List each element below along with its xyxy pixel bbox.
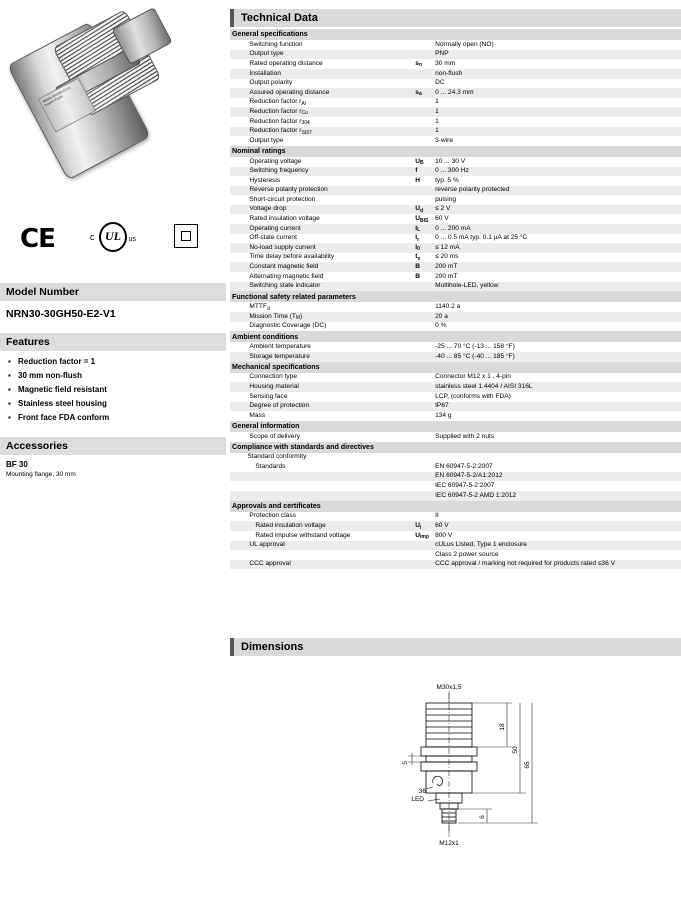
table-row [230,59,681,69]
table-row [230,531,681,541]
spec-indent [230,531,241,541]
table-row [230,512,681,522]
spec-symbol [413,282,433,292]
table-row [230,234,681,244]
spec-value: 1 [433,107,681,117]
spec-indent [230,282,241,292]
spec-symbol: $U_i$ [413,521,433,531]
spec-label: Installation [241,69,413,79]
spec-value: DC [435,79,445,87]
list-item: ▪ Stainless steel housing [6,397,220,411]
spec-symbol: $U_{imp}$ [415,531,429,541]
spec-label: Sensing face [249,392,288,400]
list-item: ▪ Front face FDA conform [6,411,220,425]
spec-label: Switching frequency [241,167,413,177]
spec-symbol: $I_r$ [415,234,420,243]
table-row [230,157,681,167]
spec-label: Output type [249,136,284,144]
spec-value [433,453,681,463]
spec-value: cULus Listed, Type 1 enclosure [433,541,681,551]
spec-value: ≤ 12 mA [433,243,681,253]
accessory-name: BF 30 [6,460,28,469]
spec-symbol: $U_{BIS}$ [415,215,429,224]
spec-indent [230,186,241,196]
table-row [230,243,681,253]
table-row [230,550,681,560]
spec-indent [230,491,241,501]
spec-symbol: $s_n$ [415,59,423,69]
spec-value: 800 V [435,531,453,539]
spec-label: Diagnostic Coverage (DC) [249,322,327,330]
spec-symbol [413,373,433,383]
technical-data-table [230,29,681,569]
spec-indent [230,107,241,117]
spec-group-label: Functional safety related parameters [230,291,681,302]
table-row [230,282,681,292]
spec-value: reverse polarity protected [433,186,681,196]
table-row [230,481,681,491]
spec-indent [230,453,241,463]
table-row [230,322,681,332]
spec-label: Rated operating distance [249,59,323,67]
ul-c-prefix: c [90,232,95,242]
drawing-label-thread-bottom: M12x1 [439,840,459,847]
spec-indent [230,462,241,472]
spec-value: Class 2 power source [435,550,499,558]
spec-indent [230,352,241,362]
table-row [230,411,681,421]
spec-label: Off-state current [249,234,297,242]
table-row [230,186,681,196]
spec-symbol [413,186,433,196]
spec-indent [230,541,241,551]
table-row [230,521,681,531]
spec-value: PNP [433,50,681,60]
spec-label: Short-circuit protection [249,195,316,203]
spec-indent [230,157,241,167]
table-row [230,462,681,472]
spec-group-header [230,291,681,302]
spec-symbol [413,312,433,322]
table-row [230,541,681,551]
spec-value: IEC 60947-5-2:2007 [435,482,495,490]
spec-value: ≤ 2 V [433,205,681,215]
spec-value: 200 mT [435,272,458,280]
spec-value: 134 g [435,411,452,419]
spec-group-header [230,501,681,512]
spec-label: Rated insulation voltage [249,215,320,223]
spec-symbol [413,107,433,117]
table-row [230,402,681,412]
spec-indent [230,472,241,482]
spec-symbol [413,98,433,108]
technical-data-title: Technical Data [230,9,681,27]
spec-symbol: $s_a$ [413,88,433,98]
spec-label: Reverse polarity protection [241,186,413,196]
product-photo [10,8,210,203]
spec-indent [230,195,241,205]
spec-symbol [413,481,433,491]
table-row [230,342,681,352]
table-row [230,352,681,362]
spec-value: 0 ... 24.3 mm [433,88,681,98]
spec-symbol [413,136,433,146]
drawing-label-hex: 36 [418,788,426,795]
spec-value: CCC approval / marking not required for products rated ≤36 V [433,560,681,570]
table-row [230,214,681,224]
drawing-dim-18: 18 [499,723,506,731]
table-row [230,224,681,234]
spec-indent [230,262,241,272]
class-2-double-square-icon [174,224,198,248]
spec-value: II [435,512,439,520]
spec-value: 30 mm [435,59,456,67]
spec-label: Mass [249,411,266,419]
spec-value: 200 mT [433,262,681,272]
spec-value: IP67 [433,402,681,412]
spec-value: 0 % [435,322,447,330]
spec-group-header [230,362,681,373]
spec-indent [230,411,241,421]
dimension-drawing [230,665,681,915]
spec-group-label: Ambient conditions [230,331,681,342]
spec-indent [230,176,241,186]
table-row [230,40,681,50]
left-column [0,0,226,922]
spec-symbol [413,382,433,392]
spec-value: 60 V [433,521,681,531]
spec-value: 20 a [433,312,681,322]
drawing-label-thread-top: M30x1,5 [436,684,462,691]
spec-label: $MTTF_d$ [249,303,270,312]
spec-indent [230,127,241,137]
spec-indent [230,432,241,442]
spec-label: Protection class [249,512,296,520]
spec-symbol: B [413,262,433,272]
spec-label [241,550,413,560]
spec-indent [230,392,241,402]
spec-value: EN 60947-5-2:2007 [435,462,493,470]
spec-label: Standards [255,462,286,470]
spec-value: 3-wire [435,136,454,144]
table-row [230,560,681,570]
spec-label: Rated impulse withstand voltage [255,531,351,539]
features-header: Features [0,333,226,351]
table-row [230,98,681,108]
spec-symbol: $I_L$ [413,224,433,234]
spec-symbol [413,472,433,482]
spec-indent [230,243,241,253]
spec-indent [230,88,241,98]
spec-value: 0 ... 300 Hz [433,167,681,177]
table-row [230,432,681,442]
spec-value: Connector M12 x 1 , 4-pin [435,373,511,381]
spec-symbol [413,322,433,332]
spec-symbol: f [413,167,433,177]
spec-label: Storage temperature [241,352,413,362]
spec-group-label: Approvals and certificates [230,501,681,512]
spec-group-header [230,146,681,157]
spec-value: 60 V [435,215,449,223]
table-row [230,127,681,137]
accessory-description: Mounting flange, 30 mm [6,471,76,478]
spec-symbol: $U_B$ [415,157,424,166]
spec-value: non-flush [433,69,681,79]
spec-group-header [230,331,681,342]
spec-label: Reduction factor $r_{304}$ [249,117,310,127]
spec-label: Switching state indicator [241,282,413,292]
spec-symbol [413,560,433,570]
spec-group-header [230,421,681,432]
spec-symbol [413,195,433,205]
spec-value: typ. 5 % [435,176,459,184]
table-row [230,392,681,402]
spec-group-label: General specifications [230,29,681,40]
spec-label [241,491,413,501]
spec-value: 1 [433,127,681,137]
spec-symbol [413,342,433,352]
table-row [230,262,681,272]
spec-label: Output type [241,50,413,60]
table-row [230,50,681,60]
spec-label: Housing material [241,382,413,392]
spec-label: Connection type [249,373,298,381]
spec-value: LCP, (conforms with FDA) [435,392,511,400]
spec-indent [230,59,241,69]
spec-indent [230,167,241,177]
drawing-dim-50: 50 [512,746,519,754]
table-row [230,491,681,501]
spec-label: No-load supply current [241,243,413,253]
spec-group-label: Mechanical specifications [230,362,681,373]
class-2-inner-square [181,231,191,241]
spec-label: Time delay before availability [249,253,335,261]
spec-value: IEC 60947-5-2 AMD 1:2012 [433,491,681,501]
table-row [230,312,681,322]
spec-indent [230,205,241,215]
spec-value: -40 ... 85 °C (-40 ... 185 °F) [433,352,681,362]
spec-indent [230,69,241,79]
spec-label: Rated insulation voltage [241,521,413,531]
table-row [230,167,681,177]
drawing-dim-5: 5 [402,761,409,765]
ce-mark-icon: CE [20,224,55,254]
spec-symbol [413,550,433,560]
spec-value: pulsing [435,195,456,203]
spec-group-header [230,29,681,40]
spec-label: Operating current [241,224,413,234]
spec-symbol [413,50,433,60]
spec-indent [230,234,241,244]
spec-symbol [413,69,433,79]
spec-label: Reduction factor $r_{St37}$ [241,127,413,137]
drawing-label-led: LED [411,796,424,803]
spec-indent [230,373,241,383]
spec-indent [230,312,241,322]
table-row [230,79,681,89]
spec-indent [230,224,241,234]
spec-label: Operating voltage [249,157,302,165]
spec-value: Multihole-LED, yellow [433,282,681,292]
spec-symbol: $I_0$ [413,243,433,253]
spec-group-label: General information [230,421,681,432]
model-number-header: Model Number [0,283,226,301]
spec-label [241,472,413,482]
spec-indent [230,560,241,570]
table-row [230,373,681,383]
table-row [230,176,681,186]
spec-label: CCC approval [241,560,413,570]
spec-value: 1 [435,117,439,125]
spec-group-label: Compliance with standards and directives [230,442,681,453]
drawing-dim-65: 65 [524,761,531,769]
features-list [6,355,220,425]
table-row [230,136,681,146]
spec-symbol: $t_v$ [415,253,421,262]
spec-label: Standard conformity [241,453,413,463]
spec-label: Reduction factor $r_{Al}$ [249,98,306,107]
spec-indent [230,481,241,491]
spec-symbol [413,541,433,551]
drawing-dim-6: 6 [479,815,486,819]
spec-value: 1 [435,98,439,106]
spec-indent [230,402,241,412]
spec-symbol [413,512,433,522]
spec-value: EN 60947-5-2/A1:2012 [433,472,681,482]
spec-indent [230,40,241,50]
spec-label: Assured operating distance [241,88,413,98]
list-item: ▪ 30 mm non-flush [6,369,220,383]
spec-symbol [413,462,433,472]
table-row [230,107,681,117]
right-column [230,0,681,922]
spec-label: Output polarity [249,79,293,87]
spec-indent [230,322,241,332]
certification-marks [12,212,212,264]
spec-group-header [230,442,681,453]
spec-indent [230,253,241,263]
spec-label: Degree of protection [241,402,413,412]
table-row [230,253,681,263]
spec-value: -25 ... 70 °C (-13 ... 158 °F) [435,342,515,350]
spec-value: 10 ... 30 V [435,157,466,165]
spec-symbol [413,352,433,362]
table-row [230,382,681,392]
spec-label: Mission Time $(T_M)$ [241,312,413,322]
spec-value: 0 ... 200 mA [433,224,681,234]
spec-indent [230,342,241,352]
spec-indent [230,382,241,392]
spec-label: Switching function [249,40,303,48]
table-row [230,453,681,463]
spec-symbol [413,117,433,127]
spec-symbol: $U_d$ [413,205,433,215]
spec-label: Ambient temperature [249,342,311,350]
ul-mark-icon [90,222,136,254]
spec-indent [230,521,241,531]
table-row [230,69,681,79]
table-row [230,272,681,282]
table-row [230,472,681,482]
list-item: ▪ Magnetic field resistant [6,383,220,397]
sensor-label: NRN30-30GH50-E2-V1 Pepperl+Fuchs [38,77,96,132]
spec-value: Normally open (NO) [435,40,494,48]
spec-label [241,481,413,491]
spec-symbol [413,402,433,412]
spec-symbol [413,79,433,89]
table-row [230,88,681,98]
spec-symbol [413,491,433,501]
spec-indent [230,117,241,127]
list-item: ▪ Reduction factor = 1 [6,355,220,369]
spec-symbol: H [415,176,421,184]
spec-indent [230,214,241,224]
spec-label: Hysteresis [249,176,281,184]
spec-value: 0 ... 0.5 mA typ. 0.1 µA at 25 °C [435,234,528,242]
spec-value: stainless steel 1.4404 / AISI 316L [433,382,681,392]
spec-symbol [413,453,433,463]
spec-indent [230,272,241,282]
spec-symbol [413,392,433,402]
accessories-header: Accessories [0,437,226,455]
dimensions-title: Dimensions [230,638,681,656]
dimension-drawing-svg [230,665,681,915]
spec-group-label: Nominal ratings [230,146,681,157]
spec-label: Constant magnetic field [241,262,413,272]
spec-label: UL approval [241,541,413,551]
spec-indent [230,550,241,560]
spec-indent [230,98,241,108]
spec-symbol [413,40,433,50]
spec-indent [230,50,241,60]
spec-symbol: B [415,272,421,280]
spec-symbol [413,302,433,312]
spec-indent [230,512,241,522]
table-row [230,205,681,215]
spec-symbol [413,411,433,421]
table-row [230,302,681,312]
spec-value: Supplied with 2 nuts [435,432,495,440]
table-row [230,117,681,127]
spec-value: ≤ 20 ms [435,253,459,261]
spec-indent [230,302,241,312]
ul-us-suffix: us [128,236,136,243]
spec-symbol [413,432,433,442]
spec-label: Reduction factor $r_{Cu}$ [241,107,413,117]
spec-symbol [413,127,433,137]
model-number-value: NRN30-30GH50-E2-V1 [6,308,116,320]
spec-indent [230,136,241,146]
table-row [230,195,681,205]
spec-label: Voltage drop [241,205,413,215]
spec-label: Alternating magnetic field [249,272,324,280]
ul-label: UL [105,229,121,243]
spec-value: 1140.2 a [435,303,461,310]
spec-label: Scope of delivery [249,432,300,440]
spec-indent [230,79,241,89]
